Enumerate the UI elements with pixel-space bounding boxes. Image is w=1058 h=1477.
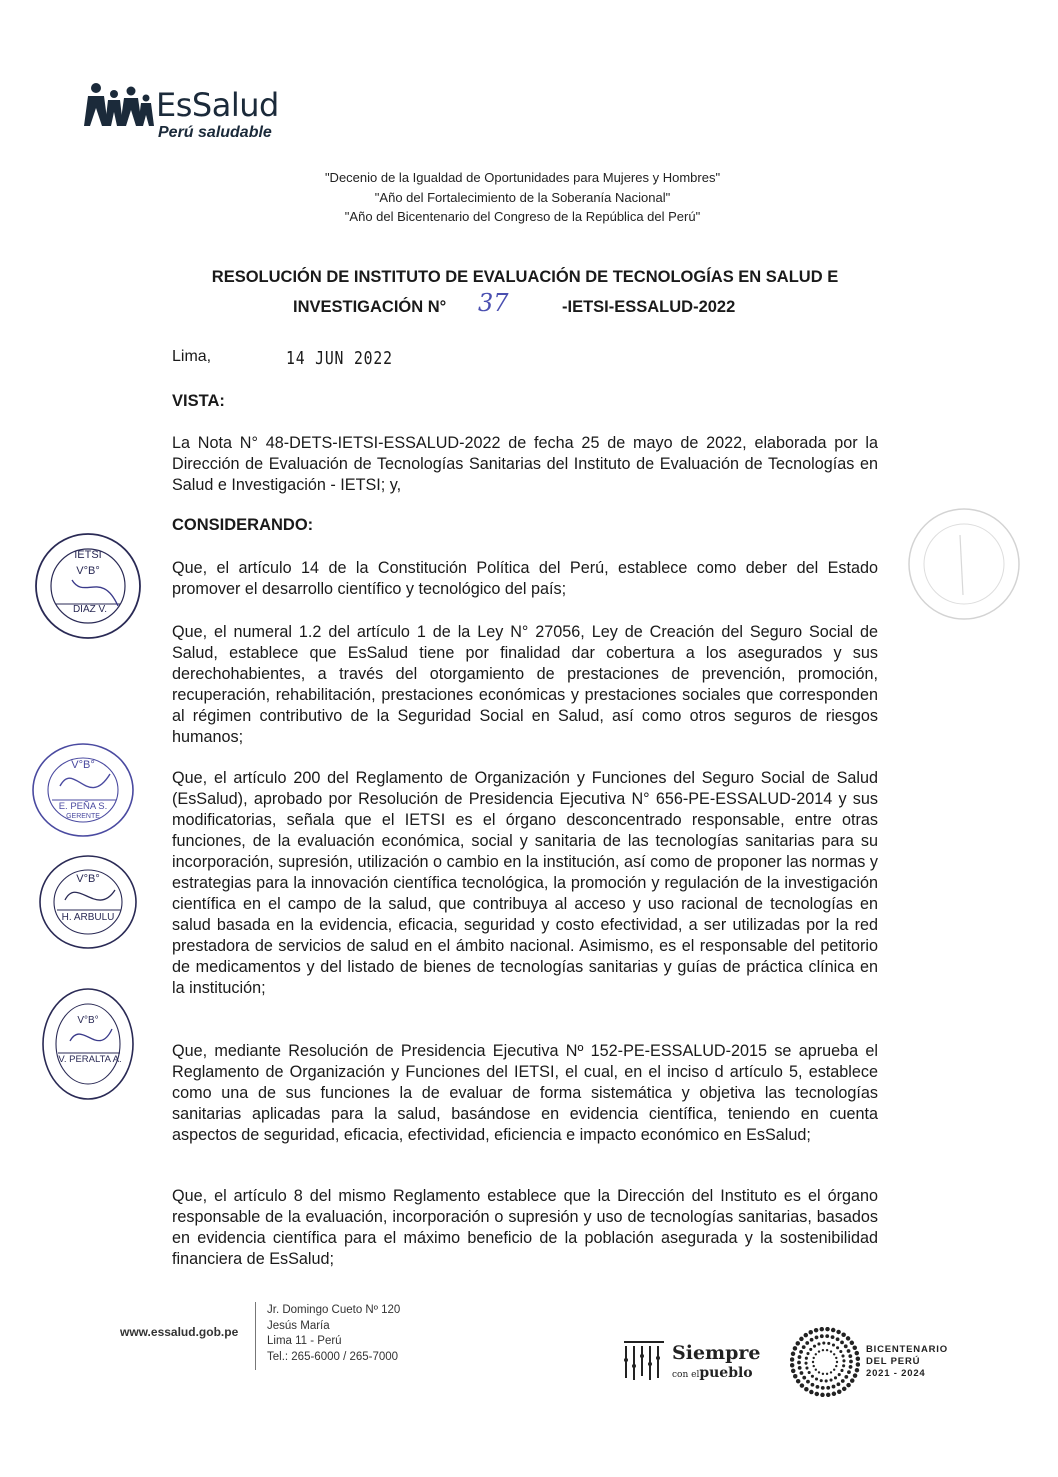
stamp-mark: V°B° xyxy=(77,1015,99,1026)
address-line: Lima 11 - Perú xyxy=(267,1335,342,1347)
motto-line: "Año del Bicentenario del Congreso de la República del Perú" xyxy=(344,209,701,224)
considerando-paragraph: Que, el artículo 8 del mismo Reglamento establece que la Dirección del Instituto es el órgano responsable de la evaluación, incorporación o supresión y uso de tecnologías sanitarias, basados en evidencia científica para el máximo beneficio de la población asegurada y la sostenibilidad financiera de EsSalud; xyxy=(172,1187,878,1268)
stamp-top-text: IETSI xyxy=(74,549,102,561)
family-icon xyxy=(84,82,156,128)
brand-name: EsSalud xyxy=(156,86,279,124)
place: Lima, xyxy=(172,348,212,365)
stamp-name: E. PEÑA S. xyxy=(58,801,108,812)
motto-line: "Decenio de la Igualdad de Oportunidades para Mujeres y Hombres" xyxy=(324,170,721,185)
brand-tagline: Perú saludable xyxy=(158,124,272,141)
bicentenario-emblem-icon xyxy=(790,1327,860,1402)
approval-stamp xyxy=(30,740,136,840)
title-number-suffix: -IETSI-ESSALUD-2022 xyxy=(562,298,736,316)
con-el-text: con el xyxy=(672,1370,700,1380)
essalud-logo xyxy=(84,80,314,146)
address-line: Jr. Domingo Cueto Nº 120 xyxy=(267,1304,401,1316)
stamp-name: V. PERALTA A. xyxy=(58,1054,122,1065)
stamp-name: DIAZ V. xyxy=(72,604,108,615)
stamp-name: H. ARBULU xyxy=(61,912,115,923)
address-line: Jesús María xyxy=(267,1319,330,1332)
siempre-con-el-pueblo-logo xyxy=(620,1336,770,1384)
stamp-role: GERENTE xyxy=(66,813,100,820)
resolution-title xyxy=(160,262,890,322)
date-stamp: 14 JUN 2022 xyxy=(286,348,393,369)
approval-stamp xyxy=(37,852,139,952)
footer-divider xyxy=(255,1302,256,1370)
pueblo-text xyxy=(672,1365,753,1381)
considerando-paragraph: Que, el artículo 14 de la Constitución Política del Perú, establece como deber del Estado promover el desarrollo científico y tecnológico del país; xyxy=(172,559,878,598)
stamp-mark: V°B° xyxy=(71,759,95,771)
title-line-2 xyxy=(160,289,890,322)
official-year-mottos xyxy=(270,168,775,227)
approval-stamp xyxy=(40,985,136,1103)
footer-website: www.essalud.gob.pe xyxy=(120,1325,239,1339)
stamp-mark: V°B° xyxy=(76,565,100,577)
motto-line: "Año del Fortalecimiento de la Soberanía Nacional" xyxy=(374,189,671,205)
footer-address xyxy=(267,1303,400,1365)
stamp-mark: V°B° xyxy=(76,873,100,885)
siempre-logo-icon xyxy=(620,1336,668,1384)
siempre-text: Siempre xyxy=(672,1342,761,1364)
address-line: Tel.: 265-6000 / 265-7000 xyxy=(267,1350,399,1363)
vista-text: La Nota N° 48-DETS-IETSI-ESSALUD-2022 de fecha 25 de mayo de 2022, elaborada por la Dirección de Evaluación de Tecnologías Sanitarias del Instituto de Evaluación de Tecnologías en Salud e Investigación - IETSI; y, xyxy=(172,434,878,494)
bicentenario-line: BICENTENARIO xyxy=(866,1344,948,1355)
title-number-label: INVESTIGACIÓN N° xyxy=(293,298,447,316)
handwritten-resolution-number: 37 xyxy=(478,289,509,317)
pueblo-word: pueblo xyxy=(699,1365,753,1381)
bicentenario-line: DEL PERÚ xyxy=(866,1356,921,1367)
considerando-paragraph: Que, el numeral 1.2 del artículo 1 de la Ley N° 27056, Ley de Creación del Seguro Social de Salud, establece que EsSalud tiene por finalidad dar cobertura a los asegurados y sus derechohabientes, a través del otorgamiento de prestaciones de prevención, promoción, recuperación, rehabilitación, prestaciones económicas y prestaciones sociales que corresponden al régimen contributivo de la Seguridad Social en Salud, así como otros seguros de riesgos humanos; xyxy=(172,623,878,746)
considerando-heading: CONSIDERANDO: xyxy=(172,516,314,534)
approval-stamp xyxy=(32,530,144,642)
considerando-paragraph: Que, mediante Resolución de Presidencia Ejecutiva Nº 152-PE-ESSALUD-2015 se aprueba el Reglamento de Organización y Funciones del IETSI, el cual, en el inciso d artículo 5, establece como una de sus funciones la de evaluar de forma sistemática y objetiva las tecnologías sanitarias aplicadas para la salud, basándose en evidencia científica, teniendo en cuenta aspectos de seguridad, eficacia, efectividad, eficiencia e impacto económico en EsSalud; xyxy=(172,1042,878,1144)
faint-seal-shadow xyxy=(905,505,1023,623)
bicentenario-line: 2021 - 2024 xyxy=(866,1368,926,1379)
vista-heading: VISTA: xyxy=(172,392,225,410)
bicentenario-text xyxy=(866,1344,948,1380)
title-line-1: RESOLUCIÓN DE INSTITUTO DE EVALUACIÓN DE TECNOLOGÍAS EN SALUD E xyxy=(211,268,839,286)
considerando-paragraph: Que, el artículo 200 del Reglamento de Organización y Funciones del Seguro Social de Salud (EsSalud), aprobado por Resolución de Presidencia Ejecutiva N° 656-PE-ESSALUD-2014 y sus modificatorias, señala que el IETSI es el órgano desconcentrado responsable, entre otras funciones, de la evaluación económica, social y sanitaria de las tecnologías sanitarias para su incorporación, supresión, utilización o cambio en la institución, así como de proponer las normas y estrategias para la innovación científica tecnológica, la promoción y regulación de la investigación científica en el campo de la salud, que contribuya al acceso y uso racional de tecnologías en salud basada en la evidencia, eficacia, seguridad y costo efectividad, a ser utilizadas por la red prestadora de servicios de salud en el ámbito nacional. Asimismo, es el responsable del petitorio de medicamentos y del listado de bienes de tecnologías sanitarias y guías de práctica clínica en la institución; xyxy=(172,769,878,997)
